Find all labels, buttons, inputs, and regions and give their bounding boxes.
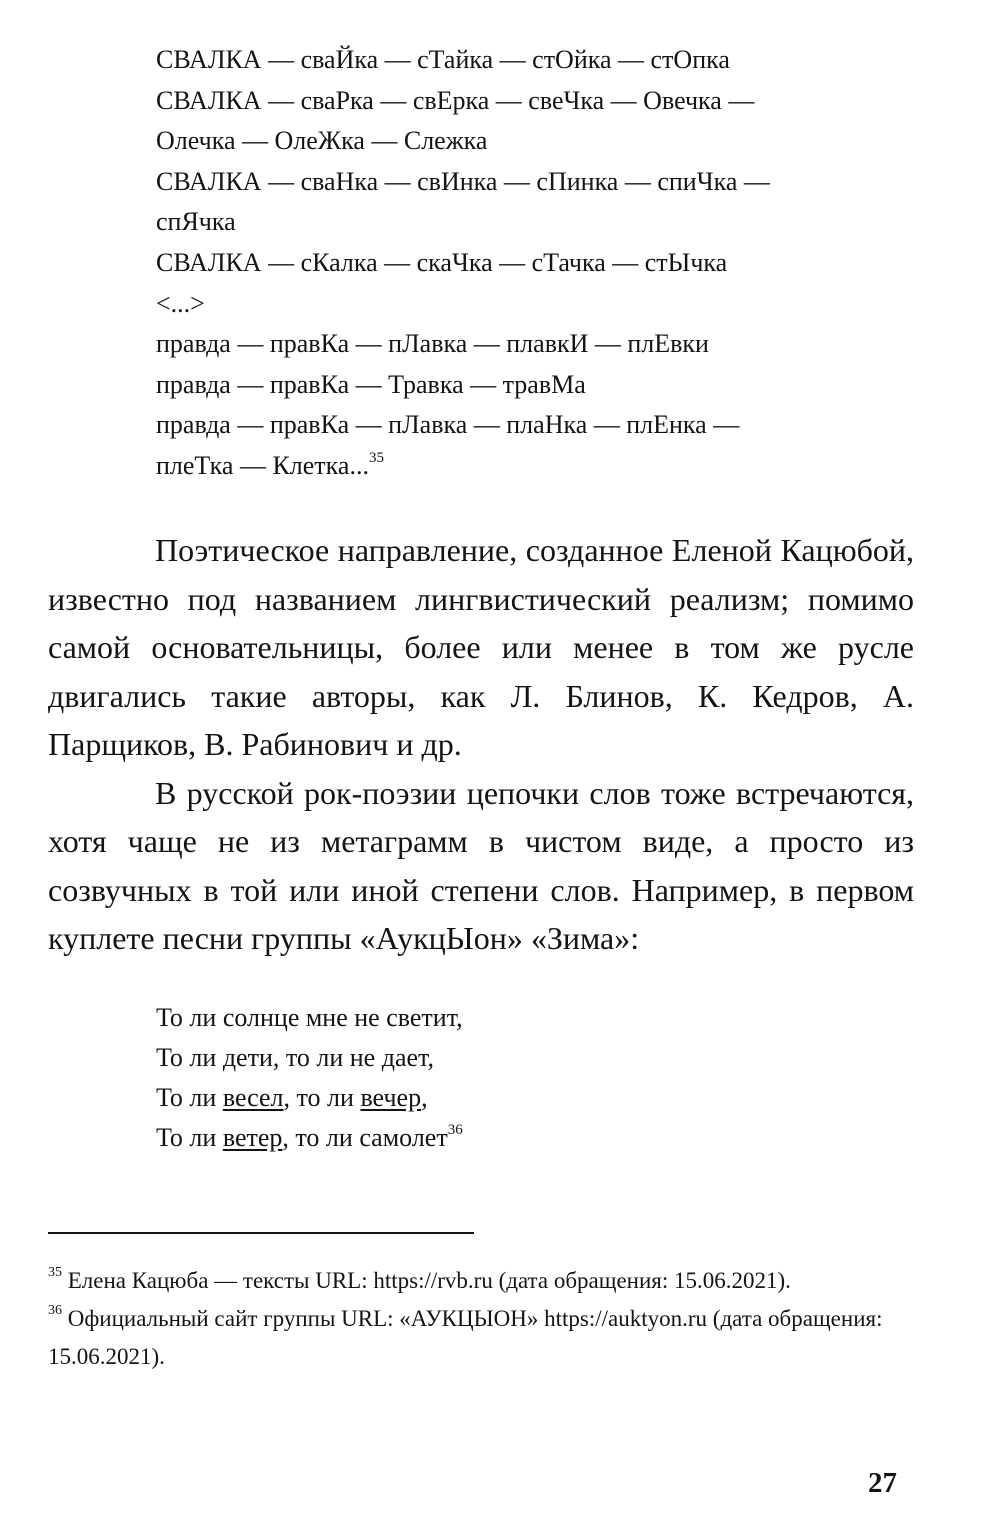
footnotes — [48, 1262, 914, 1376]
underlined-word: весел — [222, 1083, 284, 1112]
page-number: 27 — [868, 1467, 897, 1499]
chain-line: СВАЛКА — сваЙка — сТайка — стОйка — стОпка — [156, 45, 730, 74]
chain-line: <...> — [156, 288, 205, 318]
paragraph: В русской рок-поэзии цепочки слов тоже встречаются, хотя чаще не из метаграмм в чистом виде, а просто из созвучных в той или иной степени слов. Например, в первом куплете песни группы «АукцЫон» «Зима»: — [48, 774, 914, 956]
chain-line: правда — правКа — Травка — травМа — [156, 369, 586, 399]
poem-line: То ли солнце мне не светит, — [156, 1003, 463, 1032]
underlined-word: вечер — [360, 1083, 422, 1112]
body-text — [48, 526, 914, 963]
chain-line: правда — правКа — пЛавка — плаНка — плЕнка — — [156, 410, 740, 440]
footnote-number: 35 — [48, 1265, 62, 1281]
footnote-36 — [48, 1300, 914, 1376]
footnote-number: 36 — [48, 1303, 62, 1319]
poem-line — [156, 1078, 756, 1118]
chain-line: спЯчка — [156, 207, 236, 237]
chain-line — [156, 446, 856, 487]
chain-line: СВАЛКА — сваНка — свИнка — сПинка — спиЧка — — [156, 166, 770, 196]
song-quote — [156, 998, 756, 1158]
chain-line-text: плеТка — Клетка... — [156, 450, 369, 480]
chain-line: правда — правКа — пЛавка — плавкИ — плЕвки — [156, 329, 709, 359]
footnote-text: Елена Кацюба — тексты URL: https://rvb.ru (дата обращения: 15.06.2021). — [67, 1268, 791, 1293]
poem-text: То ли — [156, 1083, 223, 1112]
footnote-ref-35[interactable]: 35 — [368, 450, 384, 467]
footnote-text: Официальный сайт группы URL: «АУКЦЫОН» https://auktyon.ru (дата обращения: 15.06.2021). — [48, 1306, 883, 1369]
footnote-divider — [48, 1232, 474, 1234]
metagram-chains — [156, 40, 856, 487]
poem-text: , — [421, 1083, 428, 1112]
footnote-35 — [48, 1262, 914, 1300]
paragraph: Поэтическое направление, созданное Еленой Кацюбой, известно под названием лингвистический реализм; помимо самой основательницы, более или менее в том же русле двигались такие авторы, как Л. Блинов, К. Кедров, А. Парщиков, В. Рабинович и др. — [48, 532, 914, 762]
poem-line — [156, 1118, 756, 1158]
underlined-word: ветер — [222, 1123, 283, 1152]
chain-line: СВАЛКА — сваРка — свЕрка — свеЧка — Овечка — — [156, 85, 755, 115]
poem-text: , то ли самолет — [282, 1123, 448, 1152]
chain-line: Олечка — ОлеЖка — Слежка — [156, 126, 488, 156]
poem-line: То ли дети, то ли не дает, — [156, 1043, 434, 1072]
chain-line: СВАЛКА — сКалка — скаЧка — сТачка — стЫчка — [156, 247, 728, 277]
poem-text: , то ли — [283, 1083, 361, 1112]
footnote-ref-36[interactable]: 36 — [447, 1122, 463, 1139]
poem-text: То ли — [156, 1123, 223, 1152]
